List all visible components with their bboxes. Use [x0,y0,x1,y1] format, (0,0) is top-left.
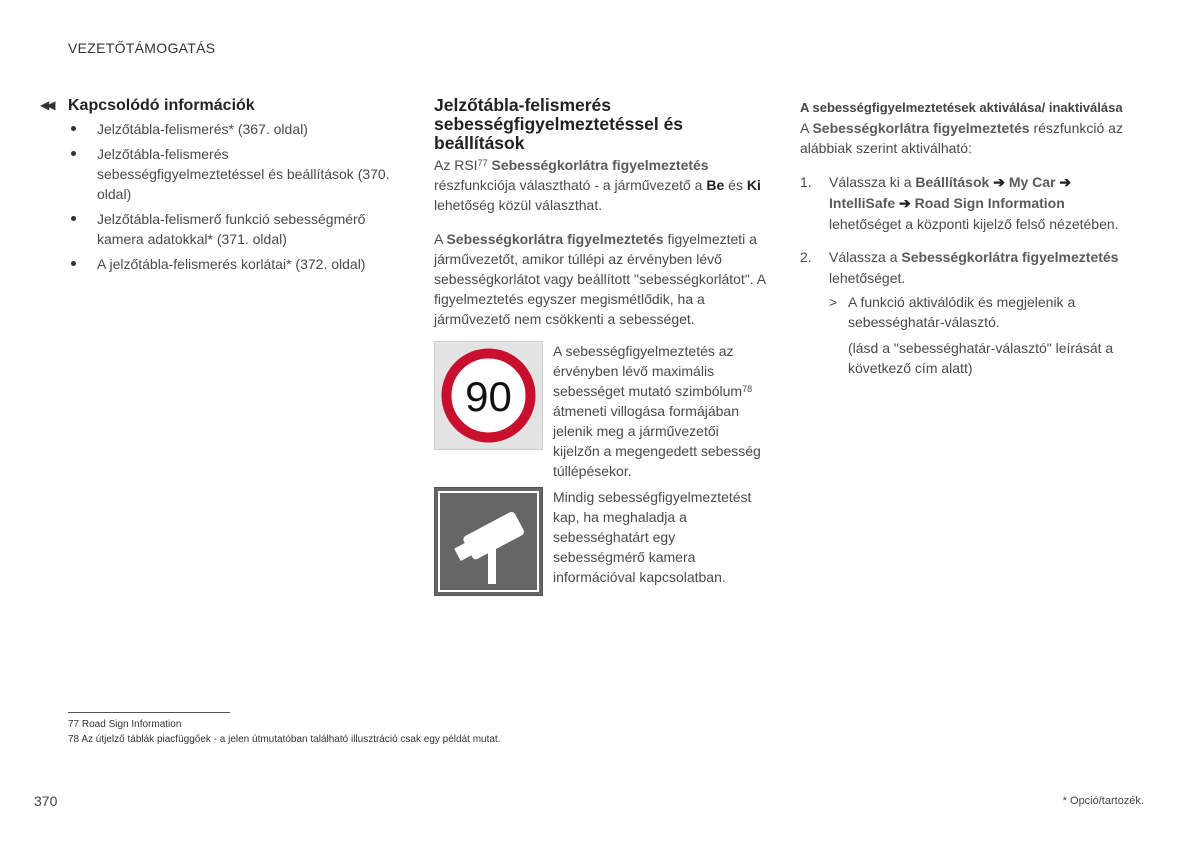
section-header: VEZETŐTÁMOGATÁS [68,40,216,56]
speed-camera-text: Mindig sebességfigyelmeztetést kap, ha meghaladja a sebességhatárt egy sebességmérő kamera információval kapcsolatban. [553,489,752,585]
speed-camera-block [434,487,770,597]
related-link-item[interactable]: Jelzőtábla-felismerés* (367. oldal) [68,119,395,139]
related-link-item[interactable]: A jelzőtábla-felismerés korlátai* (372. oldal) [68,254,395,274]
related-link-item[interactable]: Jelzőtábla-felismerő funkció sebességmérő kamera adatokkal* (371. oldal) [68,209,395,249]
speed-limit-sign-image [434,341,543,450]
footnote-78: 78 Az útjelző táblák piacfüggőek - a jelen útmutatóban található illusztráció csak egy példát mutat. [68,734,501,745]
footnote-divider [68,712,230,713]
arrow-right-icon: ➔ [993,174,1005,190]
option-note: * Opció/tartozék. [1062,795,1144,807]
intro-paragraph: Az RSI$^{77}$ Sebességkorlátra figyelmeztetés részfunkciója választható - a járművezető a Be és Ki lehetőség közül választhat. [434,157,761,213]
related-info-title: Kapcsolódó információk [68,97,255,114]
related-info-list [68,119,395,274]
activation-intro: A Sebességkorlátra figyelmeztetés részfunkció az alábbiak szerint aktiválható: [800,120,1123,156]
speed-limit-sign-icon [435,342,542,449]
speed-limit-sign-block [434,341,770,487]
arrow-right-icon: ➔ [1059,174,1072,190]
activation-step-1: 1. Válassza ki a Beállítások ➔ My Car ➔ IntelliSafe ➔ Road Sign Information lehetőséget a központi kijelző felső nézetében. [800,174,1119,232]
speed-camera-image [434,487,543,596]
warning-description-paragraph: A Sebességkorlátra figyelmeztetés figyelmezteti a járművezetőt, amikor túllépi az érvényben lévő sebességkorlátot vagy beállított "sebességkorlátot". A figyelmeztetés egyszer megismétlődik, ha a járművezető nem csökkenti a sebességet. [434,231,766,327]
related-link-item[interactable]: Jelzőtábla-felismerés sebességfigyelmeztetéssel és beállítások (370. oldal) [68,144,395,204]
related-info-column [40,96,395,279]
main-section-column [434,96,770,597]
activation-step-2: 2. Válassza a Sebességkorlátra figyelmeztetés lehetőséget. [800,249,1119,286]
speed-camera-icon [435,488,542,595]
activation-column [800,97,1135,378]
double-chevron-left-icon[interactable]: ◀◀ [40,98,53,112]
footnote-77: 77 Road Sign Information [68,719,182,730]
activation-note: (lásd a "sebességhatár-választó" leírását a következő cím alatt) [848,340,1114,376]
speed-limit-sign-text: A sebességfigyelmeztetés az érvényben lévő maximális sebességet mutató szimbólum$^{78}$ átmeneti villogása formájában jelenik meg a járművezetői kijelzőn a megengedett sebesség túllépésekor. [553,343,761,479]
page-number: 370 [34,793,58,809]
footnote-ref-78[interactable]: 78 [742,384,753,394]
footnote-ref-77[interactable]: 77 [477,158,488,168]
result-marker-icon: > [829,294,838,310]
section-title: Jelzőtábla-felismerés sebességfigyelmeztetéssel és beállítások [434,95,684,153]
speed-limit-number: 90 [465,373,512,420]
activation-title: A sebességfigyelmeztetések aktiválása/ inaktiválása [800,100,1123,115]
activation-result: > A funkció aktiválódik és megjelenik a sebességhatár-választó. [829,294,1076,330]
arrow-right-icon: ➔ [899,195,911,211]
